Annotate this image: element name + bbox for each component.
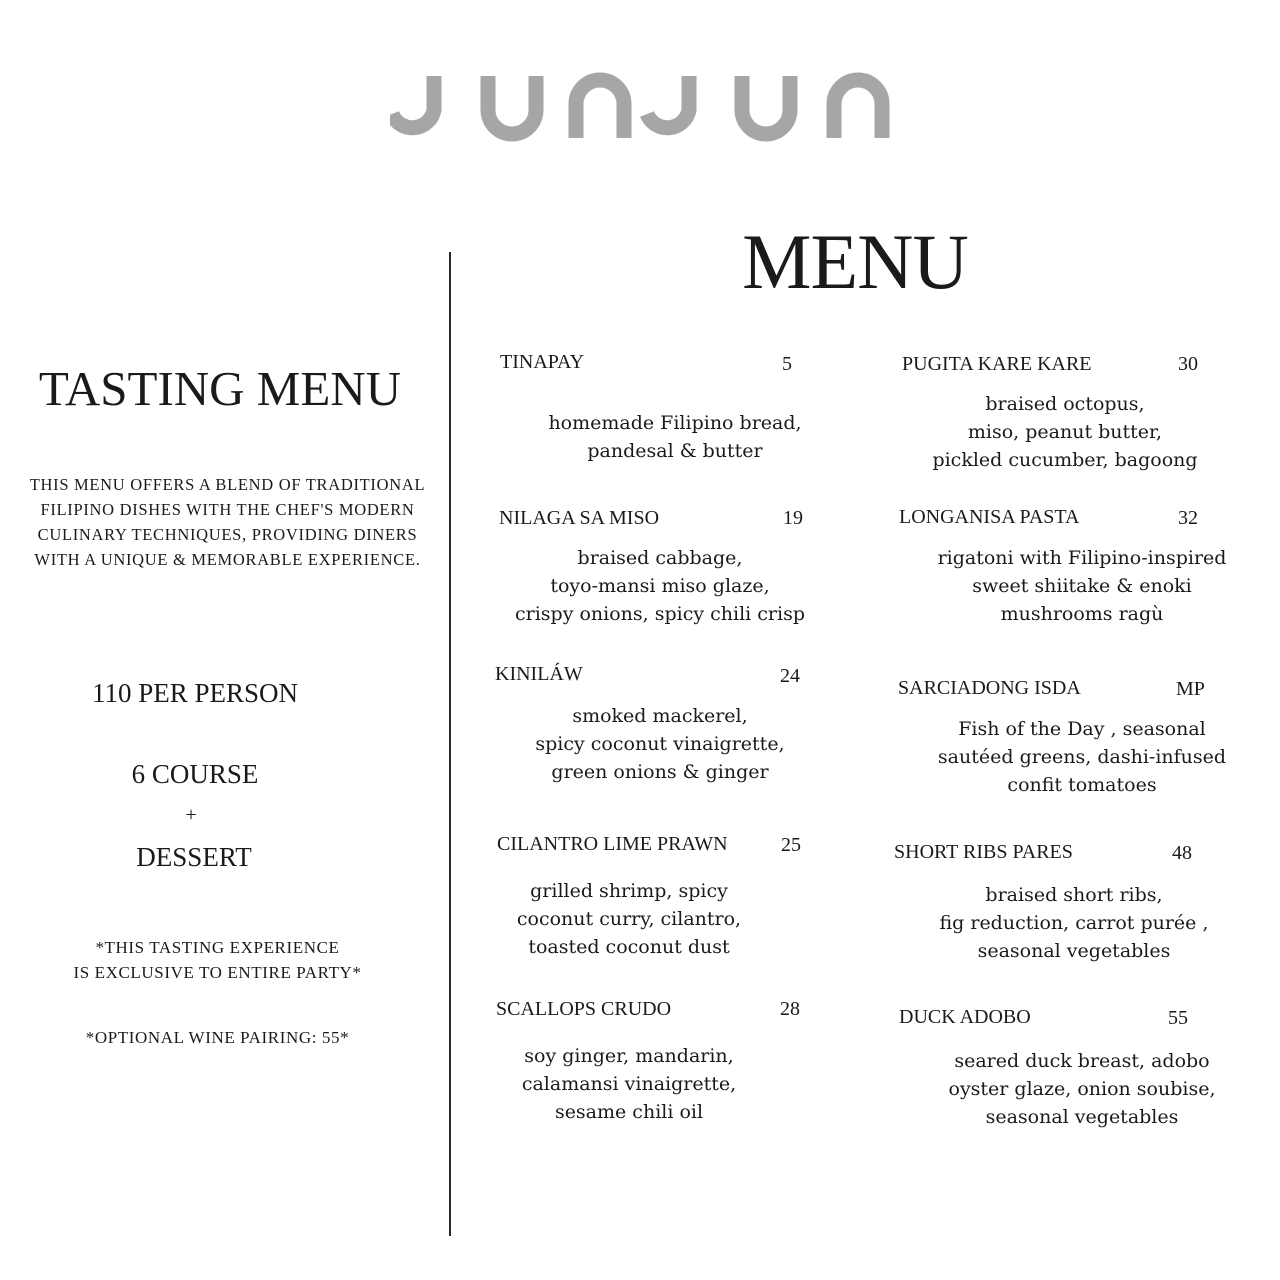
- tasting-price: 110 PER PERSON: [91, 678, 299, 708]
- item-price: 5: [782, 353, 792, 375]
- tasting-dessert: DESSERT: [136, 842, 252, 872]
- item-name: NILAGA SA MISO: [499, 507, 660, 529]
- tasting-title: TASTING MENU: [38, 361, 402, 416]
- tasting-description: THIS MENU OFFERS A BLEND OF TRADITIONAL FILIPINO DISHES WITH THE CHEF'S MODERN CULINARY TECHNIQUES, PROVIDING DINERS WITH A UNIQUE & MEMORABLE EXPERIENCE.: [29, 475, 426, 569]
- item-name: TINAPAY: [500, 351, 585, 373]
- menu-title: MENU: [742, 218, 968, 305]
- item-name: CILANTRO LIME PRAWN: [497, 833, 728, 855]
- tasting-panel: [0, 0, 449, 1280]
- item-description: homemade Filipino bread, pandesal & butter: [548, 412, 802, 462]
- tasting-plus: +: [185, 804, 197, 826]
- wine-pairing-note: *OPTIONAL WINE PAIRING: 55*: [85, 1028, 350, 1047]
- column-divider: [449, 252, 451, 1236]
- item-name: SHORT RIBS PARES: [894, 841, 1073, 863]
- exclusive-note-line1: *THIS TASTING EXPERIENCE: [95, 938, 340, 957]
- item-price: 30: [1178, 353, 1198, 375]
- item-price: MP: [1176, 678, 1205, 700]
- item-name: KINILÁW: [495, 663, 583, 685]
- item-description: seared duck breast, adobo oyster glaze, onion soubise, seasonal vegetables: [948, 1050, 1216, 1128]
- exclusive-note-line2: IS EXCLUSIVE TO ENTIRE PARTY*: [73, 963, 362, 982]
- item-price: 32: [1178, 507, 1198, 529]
- item-name: LONGANISA PASTA: [899, 506, 1080, 528]
- item-description: smoked mackerel, spicy coconut vinaigrette, green onions & ginger: [535, 705, 785, 783]
- item-description: braised octopus, miso, peanut butter, pickled cucumber, bagoong: [932, 393, 1198, 471]
- item-price: 24: [780, 665, 800, 687]
- item-price: 48: [1172, 842, 1192, 864]
- item-name: DUCK ADOBO: [899, 1006, 1031, 1028]
- item-price: 19: [783, 507, 803, 529]
- item-description: braised short ribs, fig reduction, carrot purée , seasonal vegetables: [939, 884, 1209, 962]
- junjun-logo: [390, 62, 890, 142]
- item-price: 28: [780, 998, 800, 1020]
- tasting-courses: 6 COURSE: [131, 759, 259, 789]
- item-name: SCALLOPS CRUDO: [496, 998, 672, 1020]
- item-name: SARCIADONG ISDA: [898, 677, 1081, 699]
- item-description: grilled shrimp, spicy coconut curry, cilantro, toasted coconut dust: [516, 880, 742, 958]
- item-price: 25: [781, 834, 801, 856]
- item-description: soy ginger, mandarin, calamansi vinaigrette, sesame chili oil: [521, 1045, 737, 1123]
- item-description: Fish of the Day , seasonal sautéed greens, dashi-infused confit tomatoes: [937, 718, 1227, 796]
- item-name: PUGITA KARE KARE: [902, 353, 1092, 375]
- item-description: rigatoni with Filipino-inspired sweet shiitake & enoki mushrooms ragù: [937, 547, 1227, 625]
- item-description: braised cabbage, toyo-mansi miso glaze, crispy onions, spicy chili crisp: [514, 547, 805, 625]
- item-price: 55: [1168, 1007, 1188, 1029]
